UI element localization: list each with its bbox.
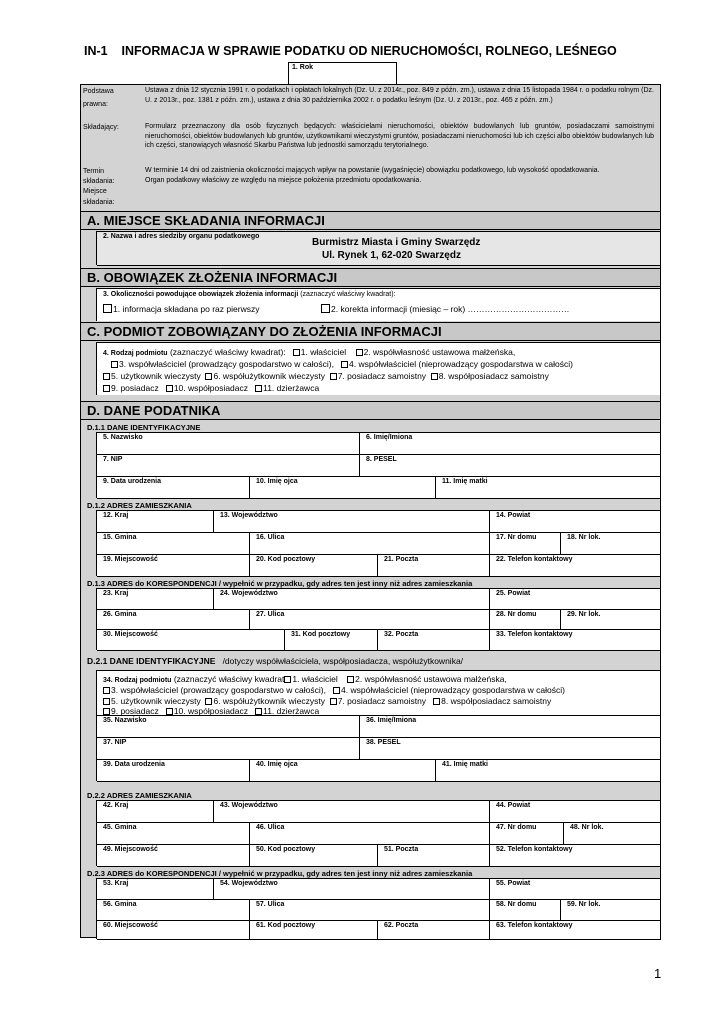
co-corr-house-number-field[interactable]: 58. Nr domu [490, 900, 561, 921]
father-name-field[interactable]: 10. Imię ojca [250, 477, 436, 499]
corr-house-number-field[interactable]: 28. Nr domu [490, 610, 561, 630]
entity-option-6[interactable]: 6. współużytkownik wieczysty [205, 371, 324, 381]
corr-country-field[interactable]: 23. Kraj [97, 589, 214, 610]
checkbox-icon[interactable] [321, 304, 330, 313]
co-corr-voivodeship-field[interactable]: 54. Województwo [214, 879, 490, 900]
co-municipality-field[interactable]: 45. Gmina [97, 823, 250, 845]
co-phone-field[interactable]: 52. Telefon kontaktowy [490, 845, 661, 867]
co-entity-option-1[interactable]: 1. właściciel [284, 674, 337, 684]
county-field[interactable]: 14. Powiat [490, 511, 661, 533]
co-corr-county-field[interactable]: 55. Powiat [490, 879, 661, 900]
corr-postal-code-field[interactable]: 31. Kod pocztowy [285, 630, 378, 651]
d12-panel [96, 510, 660, 576]
corr-city-field[interactable]: 30. Miejscowość [97, 630, 285, 651]
d21-header: D.2.1 DANE IDENTYFIKACYJNE /dotyczy współwłaściciela, współposiadacza, współużytkownika/ [87, 656, 464, 666]
year-field-label: 1. Rok [292, 64, 314, 71]
entity-option-3[interactable]: 3. współwłaściciel (prowadzący gospodarstwo w całości), [111, 359, 334, 369]
corr-street-field[interactable]: 27. Ulica [250, 610, 490, 630]
section-b-header: B. OBOWIĄZEK ZŁOŻENIA INFORMACJI [81, 268, 660, 287]
co-country-field[interactable]: 42. Kraj [97, 801, 214, 823]
co-corr-street-field[interactable]: 57. Ulica [250, 900, 490, 921]
form-title: INFORMACJA W SPRAWIE PODATKU OD NIERUCHOMOŚCI, ROLNEGO, LEŚNEGO [121, 44, 617, 58]
co-corr-country-field[interactable]: 53. Kraj [97, 879, 214, 900]
tax-office-panel [96, 231, 660, 265]
co-house-number-field[interactable]: 47. Nr domu [490, 823, 564, 845]
d13-header: D.1.3 ADRES do KORESPONDENCJI / wypełnić w przypadku, gdy adres ten jest inny niż adres zamieszkania [87, 579, 473, 588]
nip-field[interactable]: 7. NIP [97, 455, 360, 477]
birth-date-field[interactable]: 9. Data urodzenia [97, 477, 250, 499]
checkbox-icon[interactable] [103, 304, 112, 313]
co-corr-phone-field[interactable]: 63. Telefon kontaktowy [490, 921, 661, 940]
deadline-text: W terminie 14 dni od zaistnienia okoliczności mających wpływ na powstanie (wygaśnięcie) obowiązku podatkowego, lub wysokość opodatkowania. [145, 167, 600, 174]
pesel-field[interactable]: 8. PESEL [360, 455, 661, 477]
co-first-names-field[interactable]: 36. Imię/Imiona [360, 716, 661, 738]
checkbox-icon[interactable] [166, 385, 173, 392]
voivodeship-field[interactable]: 13. Województwo [214, 511, 490, 533]
corr-post-office-field[interactable]: 32. Poczta [378, 630, 490, 651]
d11-header: D.1.1 DANE IDENTYFIKACYJNE [87, 423, 201, 432]
checkbox-icon[interactable] [330, 373, 337, 380]
legal-basis-text: Ustawa z dnia 12 stycznia 1991 r. o podatkach i opłatach lokalnych (Dz. U. z 2014r., poz. 849 z późn. zm.), ustawa z dnia 15 listopada 1984 r. o podatku rolnym (Dz. U. z 2013r., poz. 1381 z późn. zm.), ustawa z dnia 30 października 2002 r. o podatku leśnym (Dz. U. z 2013r., poz. 465 z późn. zm.) [145, 87, 654, 104]
street-field[interactable]: 16. Ulica [250, 533, 490, 555]
co-corr-apartment-number-field[interactable]: 59. Nr lok. [561, 900, 661, 921]
d11-panel [96, 432, 660, 498]
co-apartment-number-field[interactable]: 48. Nr lok. [564, 823, 661, 845]
co-entity-option-4[interactable]: 4. współwłaściciel (nieprowadzący gospodarstwa w całości) [333, 685, 565, 695]
d13-panel [96, 588, 660, 650]
corr-voivodeship-field[interactable]: 24. Województwo [214, 589, 490, 610]
co-corr-post-office-field[interactable]: 62. Poczta [378, 921, 490, 940]
entity-option-11[interactable]: 11. dzierżawca [255, 383, 319, 393]
tax-office-name: Burmistrz Miasta i Gminy Swarzędz [312, 237, 481, 248]
entity-option-2[interactable]: 2. współwłasność ustawowa małżeńska, [356, 347, 516, 357]
co-pesel-field[interactable]: 38. PESEL [360, 738, 661, 760]
co-corr-postal-code-field[interactable]: 61. Kod pocztowy [250, 921, 378, 940]
corr-county-field[interactable]: 25. Powiat [490, 589, 661, 610]
section-c-header: C. PODMIOT ZOBOWIĄZANY DO ZŁOŻENIA INFORMACJI [81, 322, 660, 341]
corr-phone-field[interactable]: 33. Telefon kontaktowy [490, 630, 661, 651]
checkbox-icon[interactable] [103, 708, 110, 715]
co-entity-option-7[interactable]: 7. posiadacz samoistny [330, 696, 426, 706]
municipality-field[interactable]: 15. Gmina [97, 533, 250, 555]
place-text: Organ podatkowy właściwy ze względu na miejsce położenia przedmiotu opodatkowania. [145, 176, 422, 184]
checkbox-icon[interactable] [333, 687, 340, 694]
tax-form [80, 84, 661, 938]
checkbox-icon[interactable] [255, 385, 262, 392]
checkbox-icon[interactable] [293, 349, 300, 356]
d23-panel [96, 878, 660, 939]
tax-office-field[interactable]: 2. Nazwa i adres siedziby organu podatkowego [97, 232, 661, 266]
checkbox-icon[interactable] [356, 349, 363, 356]
checkbox-icon[interactable] [111, 361, 118, 368]
checkbox-icon[interactable] [103, 373, 110, 380]
obligation-panel: 3. Okoliczności powodujące obowiązek złożenia informacji (zaznaczyć właściwy kwadrat): 1. informacja składana po raz pierwszy 2. korekta informacji (miesiąc – rok) ……………………………… [96, 288, 660, 321]
checkbox-icon[interactable] [330, 698, 337, 705]
co-postal-code-field[interactable]: 50. Kod pocztowy [250, 845, 378, 867]
submitter-text: Formularz przeznaczony dla osób fizycznych będących: właścicielami nieruchomości, obiektów budowlanych lub gruntów, posiadaczami samoistnymi nieruchomości, obiektów budowlanych lub gruntów, użytkownikami wieczystymi gruntów, posiadaczami nieruchomości lub ich części albo obiektów budowlanych lub ich części, stanowiących własność Skarbu Państwa lub jednostki samorządu terytorialnego. [145, 123, 654, 149]
form-code: IN-1 [84, 44, 108, 58]
corr-apartment-number-field[interactable]: 29. Nr lok. [561, 610, 661, 630]
co-entity-option-10[interactable]: 10. współposiadacz [166, 706, 248, 716]
co-entity-option-2[interactable]: 2. współwłasność ustawowa małżeńska, [347, 674, 507, 684]
year-field[interactable] [288, 62, 397, 85]
first-names-field[interactable]: 6. Imię/Imiona [360, 433, 661, 455]
checkbox-icon[interactable] [205, 698, 212, 705]
city-field[interactable]: 19. Miejscowość [97, 555, 250, 577]
page-number: 1 [654, 966, 662, 981]
co-post-office-field[interactable]: 51. Poczta [378, 845, 490, 867]
co-entity-option-8[interactable]: 8. współposiadacz samoistny [433, 696, 551, 706]
co-street-field[interactable]: 46. Ulica [250, 823, 490, 845]
apartment-number-field[interactable]: 18. Nr lok. [561, 533, 661, 555]
country-field[interactable]: 12. Kraj [97, 511, 214, 533]
section-d-header: D. DANE PODATNIKA [81, 401, 660, 420]
d22-header: D.2.2 ADRES ZAMIESZKANIA [87, 791, 192, 800]
entity-option-7[interactable]: 7. posiadacz samoistny [330, 371, 426, 381]
corr-municipality-field[interactable]: 26. Gmina [97, 610, 250, 630]
correction-option[interactable]: 2. korekta informacji (miesiąc – rok) ……………………………… [321, 304, 570, 314]
entity-option-4[interactable]: 4. współwłaściciel (nieprowadzący gospodarstwa w całości) [341, 359, 573, 369]
mother-name-field[interactable]: 11. Imię matki [436, 477, 661, 499]
co-surname-field[interactable]: 35. Nazwisko [97, 716, 360, 738]
checkbox-icon[interactable] [433, 698, 440, 705]
postal-code-field[interactable]: 20. Kod pocztowy [250, 555, 378, 577]
co-father-name-field[interactable]: 40. Imię ojca [250, 760, 436, 782]
deadline-row: Termin składania: Miejsce składania: W terminie 14 dni od zaistnienia okoliczności mających wpływ na powstanie (wygaśnięcie) obowiązku podatkowego, lub wysokość opodatkowania. Organ podatkowy właściwy ze względu na miejsce położenia przedmiotu opodatkowania. [81, 165, 660, 209]
checkbox-icon[interactable] [103, 385, 110, 392]
phone-field[interactable]: 22. Telefon kontaktowy [490, 555, 661, 577]
checkbox-icon[interactable] [205, 373, 212, 380]
entity-option-9[interactable]: 9. posiadacz [103, 383, 159, 393]
checkbox-icon[interactable] [255, 708, 262, 715]
checkbox-icon[interactable] [103, 687, 110, 694]
co-county-field[interactable]: 44. Powiat [490, 801, 661, 823]
d21-panel: 34. Rodzaj podmiotu (zaznaczyć właściwy kwadrat 1. właściciel 2. współwłasność ustawowa małżeńska, 3. współwłaściciel (prowadzący gospodarstwo w całości), 4. współwłaściciel (nieprowadzący gospodarstwa w całości) 5. użytkownik wieczysty 6. współużytkownik wieczysty 7. posiadacz samoistny 8. współposiadacz samoistny 9. posiadacz 10. współposiadacz 11. dzierżawca 35. Nazwisko 36. Imię/Imiona 37. NIP 38. PESEL 39. Data urodzenia 40. Imię ojca 41. Imię matki [96, 670, 660, 781]
d23-header: D.2.3 ADRES do KORESPONDENCJI / wypełnić w przypadku, gdy adres ten jest inny niż adres zamieszkania [87, 869, 473, 878]
first-submission-option[interactable]: 1. informacja składana po raz pierwszy [103, 304, 259, 314]
checkbox-icon[interactable] [166, 708, 173, 715]
checkbox-icon[interactable] [284, 676, 291, 683]
co-voivodeship-field[interactable]: 43. Województwo [214, 801, 490, 823]
co-nip-field[interactable]: 37. NIP [97, 738, 360, 760]
d12-header: D.1.2 ADRES ZAMIESZKANIA [87, 501, 192, 510]
co-corr-municipality-field[interactable]: 56. Gmina [97, 900, 250, 921]
co-mother-name-field[interactable]: 41. Imię matki [436, 760, 661, 782]
legal-basis-row: Podstawa prawna: Ustawa z dnia 12 stycznia 1991 r. o podatkach i opłatach lokalnych (Dz. U. z 2014r., poz. 849 z późn. zm.), ustawa z dnia 15 listopada 1984 r. o podatku rolnym (Dz. U. z 2013r., poz. 1381 z późn. zm.), ustawa z dnia 30 października 2002 r. o podatku leśnym (Dz. U. z 2013r., poz. 465 z późn. zm.) [83, 87, 654, 108]
co-corr-city-field[interactable]: 60. Miejscowość [97, 921, 250, 940]
page-title [84, 44, 617, 58]
entity-option-5[interactable]: 5. użytkownik wieczysty [103, 371, 201, 381]
co-city-field[interactable]: 49. Miejscowość [97, 845, 250, 867]
co-entity-option-3[interactable]: 3. współwłaściciel (prowadzący gospodarstwo w całości), [103, 685, 326, 695]
co-entity-option-6[interactable]: 6. współużytkownik wieczysty [205, 696, 324, 706]
section-a-header: A. MIEJSCE SKŁADANIA INFORMACJI [81, 211, 660, 230]
co-entity-option-11[interactable]: 11. dzierżawca [255, 706, 319, 716]
checkbox-icon[interactable] [103, 698, 110, 705]
co-entity-option-9[interactable]: 9. posiadacz [103, 706, 159, 716]
co-birth-date-field[interactable]: 39. Data urodzenia [97, 760, 250, 782]
checkbox-icon[interactable] [431, 373, 438, 380]
entity-type-panel: 4. Rodzaj podmiotu (zaznaczyć właściwy kwadrat): 1. właściciel 2. współwłasność ustawowa małżeńska, 3. współwłaściciel (prowadzący gospodarstwo w całości), 4. współwłaściciel (nieprowadzący gospodarstwa w całości) 5. użytkownik wieczysty 6. współużytkownik wieczysty 7. posiadacz samoistny 8. współposiadacz samoistny 9. posiadacz 10. współposiadacz 11. dzierżawca [96, 342, 660, 395]
checkbox-icon[interactable] [341, 361, 348, 368]
post-office-field[interactable]: 21. Poczta [378, 555, 490, 577]
co-entity-option-5[interactable]: 5. użytkownik wieczysty [103, 696, 201, 706]
surname-field[interactable]: 5. Nazwisko [97, 433, 360, 455]
d22-panel [96, 800, 660, 866]
entity-option-8[interactable]: 8. współposiadacz samoistny [431, 371, 549, 381]
entity-option-1[interactable]: 1. właściciel [293, 347, 346, 357]
checkbox-icon[interactable] [347, 676, 354, 683]
submitter-row: Składający: Formularz przeznaczony dla osób fizycznych będących: właścicielami nieruchomości, obiektów budowlanych lub gruntów, posiadaczami samoistnymi nieruchomości, obiektów budowlanych lub gruntów, użytkownikami wieczystymi gruntów, posiadaczami nieruchomości lub ich części albo obiektów budowlanych lub ich części, stanowiących własność Skarbu Państwa lub jednostki samorządu terytorialnego. [83, 123, 654, 149]
house-number-field[interactable]: 17. Nr domu [490, 533, 561, 555]
entity-option-10[interactable]: 10. współposiadacz [166, 383, 248, 393]
tax-office-address: Ul. Rynek 1, 62-020 Swarzędz [322, 250, 461, 261]
